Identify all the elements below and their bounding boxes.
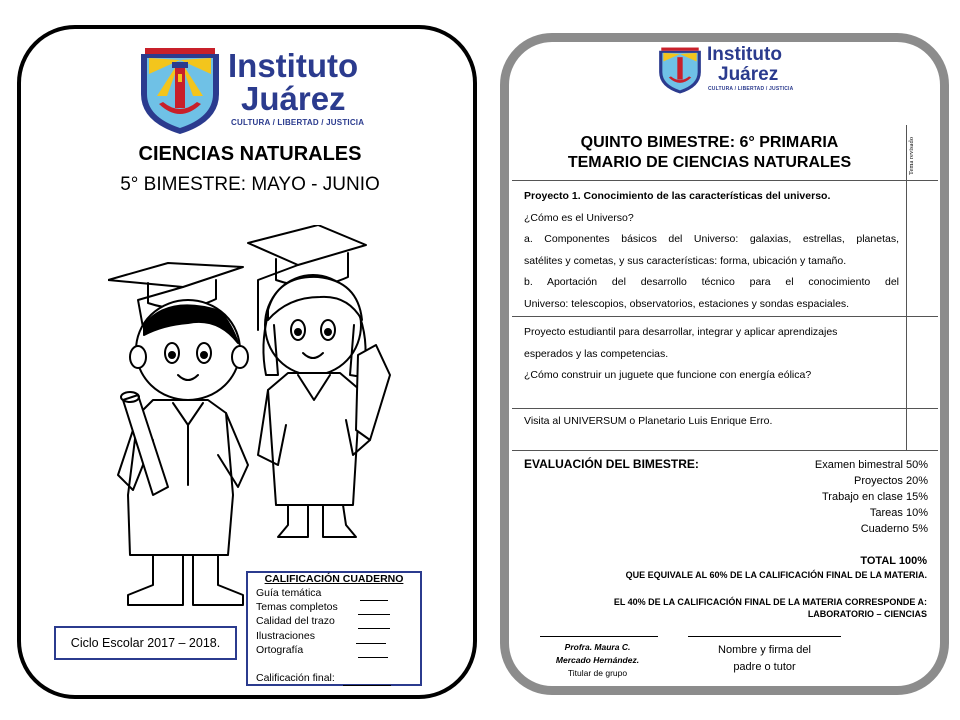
- project1-question: ¿Cómo es el Universo?: [524, 211, 634, 224]
- teacher-name: [530, 641, 665, 667]
- parent-signature-line[interactable]: [688, 636, 841, 637]
- project1-item-b-line2: Universo: telescopios, observatorios, estaciones y sondas espaciales.: [524, 297, 850, 310]
- grade-row-ilustraciones: Ilustraciones: [256, 630, 315, 642]
- grade-row-temas: Temas completos: [256, 601, 338, 613]
- table-line-4: [512, 450, 938, 451]
- project2-section: [524, 322, 899, 387]
- reviewed-cell-visit[interactable]: [907, 409, 938, 450]
- grade-blank-ortografia[interactable]: [358, 657, 388, 658]
- reviewed-cell-project1[interactable]: [907, 181, 938, 316]
- project2-line2: esperados y las competencias.: [524, 347, 669, 360]
- logo-tagline: CULTURA / LIBERTAD / JUSTICIA: [231, 118, 365, 127]
- logo-small-name-line1: Instituto: [707, 44, 782, 65]
- logo-small-name-line2: Juárez: [718, 64, 779, 85]
- table-line-2: [512, 316, 938, 317]
- project2-line3: ¿Cómo construir un juguete que funcione con energía eólica?: [524, 369, 812, 381]
- project1-section: [524, 186, 899, 315]
- graduates-illustration: [108, 225, 408, 610]
- eval-note-60: QUE EQUIVALE AL 60% DE LA CALIFICACIÓN FINAL DE LA MATERIA.: [625, 570, 927, 580]
- school-crest-icon: [137, 44, 223, 136]
- school-cycle-box: [54, 626, 237, 660]
- teacher-name-line1: Profra. Maura C.: [564, 642, 631, 652]
- table-line-1: [512, 180, 938, 181]
- parent-label-line1: Nombre y firma del: [718, 644, 811, 656]
- reviewed-cell-project2[interactable]: [907, 317, 938, 408]
- project1-item-a-line2: satélites y cometas, y sus características: forma, ubicación y tamaño.: [524, 254, 847, 267]
- grade-blank-temas[interactable]: [358, 614, 390, 615]
- teacher-signature-line[interactable]: [540, 636, 658, 637]
- notebook-grade-box: [246, 571, 422, 686]
- eval-total: TOTAL 100%: [860, 555, 927, 567]
- teacher-role: Titular de grupo: [567, 668, 628, 678]
- project1-heading: Proyecto 1. Conocimiento de las características del universo.: [524, 190, 831, 202]
- logo-name-line2: Juárez: [241, 80, 346, 117]
- project1-item-a-line1: a. Componentes básicos del Universo: galaxias, estrellas, planetas,: [524, 233, 899, 245]
- reviewed-column-header: Tema revisado: [908, 137, 915, 175]
- grade-final-label: Calificación final:: [256, 672, 335, 684]
- grade-box-title: CALIFICACIÓN CUADERNO: [264, 573, 404, 585]
- eval-note-40-line2: LABORATORIO – CIENCIAS: [807, 609, 927, 619]
- evaluation-title: EVALUACIÓN DEL BIMESTRE:: [524, 457, 699, 471]
- eval-item-homework: Tareas 10%: [869, 507, 928, 519]
- eval-item-notebook: Cuaderno 5%: [860, 523, 928, 535]
- project1-item-b-line1: b. Aportación del desarrollo técnico para el conocimiento del: [524, 276, 899, 288]
- eval-note-40-line1: EL 40% DE LA CALIFICACIÓN FINAL DE LA MATERIA CORRESPONDE A:: [613, 597, 927, 607]
- subject-title: CIENCIAS NATURALES: [138, 143, 362, 165]
- parent-label-line2: padre o tutor: [733, 661, 796, 673]
- grade-blank-calidad[interactable]: [358, 628, 390, 629]
- project2-line1: Proyecto estudiantil para desarrollar, integrar y aplicar aprendizajes: [524, 326, 838, 338]
- table-line-3: [512, 408, 938, 409]
- syllabus-title-line2: TEMARIO DE CIENCIAS NATURALES: [567, 154, 852, 171]
- school-crest-small-icon: [657, 42, 703, 98]
- grade-row-guia: Guía temática: [256, 587, 322, 599]
- syllabus-title: [512, 133, 907, 173]
- school-cycle-text: Ciclo Escolar 2017 – 2018.: [70, 636, 221, 650]
- visit-item: Visita al UNIVERSUM o Planetario Luis Enrique Erro.: [524, 415, 773, 427]
- bimester-subtitle: 5° BIMESTRE: MAYO - JUNIO: [120, 174, 380, 195]
- grade-blank-final[interactable]: [343, 685, 391, 686]
- logo-name-line1: Instituto: [228, 47, 359, 84]
- eval-item-exam: Examen bimestral 50%: [814, 459, 928, 471]
- grade-row-calidad: Calidad del trazo: [256, 615, 335, 627]
- syllabus-title-line1: QUINTO BIMESTRE: 6° PRIMARIA: [580, 134, 839, 151]
- eval-item-classwork: Trabajo en clase 15%: [822, 491, 928, 503]
- teacher-name-line2: Mercado Hernández.: [555, 655, 640, 665]
- grade-blank-ilustraciones[interactable]: [356, 643, 386, 644]
- grade-blank-guia[interactable]: [360, 600, 388, 601]
- parent-signature-label: [688, 642, 841, 676]
- eval-item-projects: Proyectos 20%: [854, 475, 928, 487]
- logo-small-tagline: CULTURA / LIBERTAD / JUSTICIA: [708, 86, 794, 92]
- grade-row-ortografia: Ortografía: [256, 644, 304, 656]
